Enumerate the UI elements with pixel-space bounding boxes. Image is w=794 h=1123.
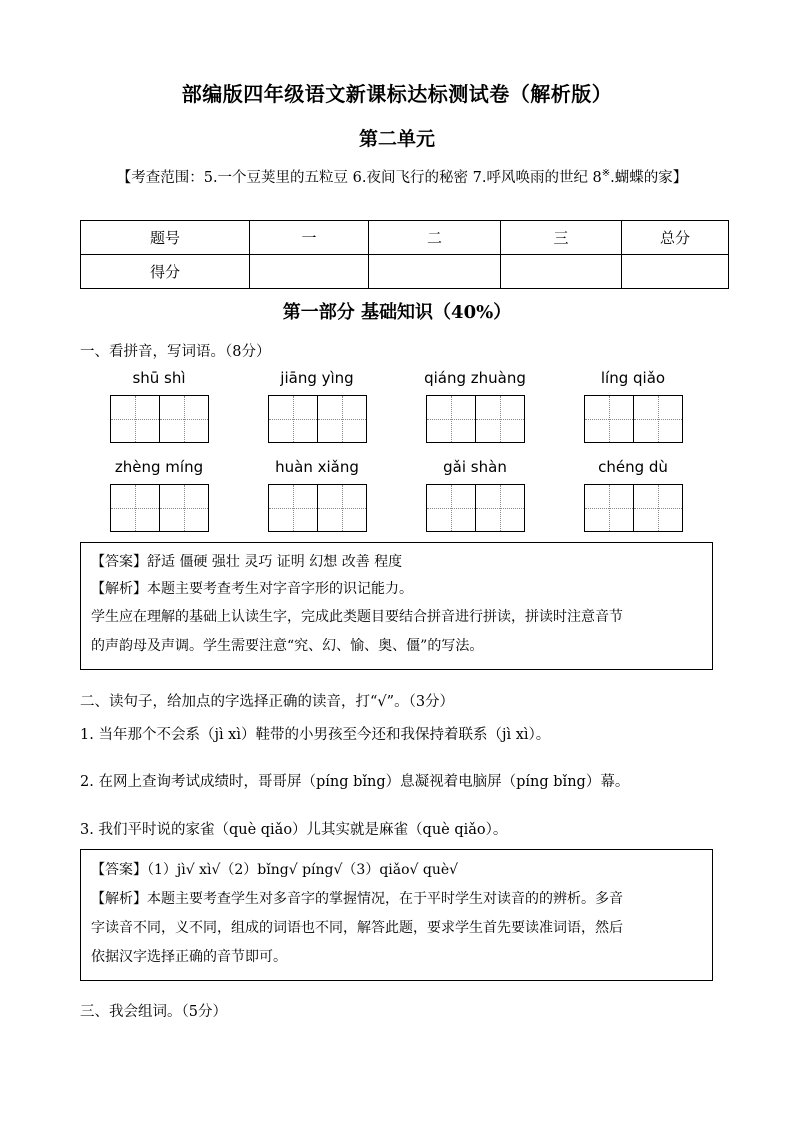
writing-cell[interactable] xyxy=(111,485,159,531)
pinyin-label: qiáng zhuàng xyxy=(424,369,526,387)
writing-cell[interactable] xyxy=(585,485,633,531)
exam-scope-suffix: .蝴蝶的家】 xyxy=(610,169,688,186)
writing-cell[interactable] xyxy=(159,485,208,531)
writing-cell[interactable] xyxy=(317,485,366,531)
question-2-item-2: 2. 在网上查询考试成绩时，哥哥屏（píng bǐng）息凝视着电脑屏（píng bǐng）幕。 xyxy=(80,774,630,790)
exam-scope-note xyxy=(92,160,712,192)
pinyin-grid-group xyxy=(238,368,396,443)
answer-line: 【答案】舒适 僵硬 强壮 灵巧 证明 幻想 改善 程度 xyxy=(91,554,403,570)
writing-cell[interactable] xyxy=(633,485,682,531)
pinyin-grid-group xyxy=(80,457,238,532)
writing-cell[interactable] xyxy=(427,396,475,442)
writing-cell[interactable] xyxy=(159,396,208,442)
pinyin-grid-group xyxy=(554,457,712,532)
part-heading: 第一部分 基础知识（40%） xyxy=(282,302,512,323)
pinyin-label: chéng dù xyxy=(598,458,668,476)
explanation-line: 【解析】本题主要考查考生对字音字形的识记能力。 xyxy=(91,581,413,597)
score-table-header-1: 一 xyxy=(250,221,369,255)
writing-cell[interactable] xyxy=(111,396,159,442)
answer-box-question-2 xyxy=(80,849,713,981)
pinyin-grid-group xyxy=(80,368,238,443)
writing-box[interactable] xyxy=(268,484,367,532)
pinyin-grid-row-1 xyxy=(80,368,713,443)
writing-box[interactable] xyxy=(110,484,209,532)
score-cell-1[interactable] xyxy=(250,255,369,289)
score-table xyxy=(80,220,729,289)
question-2-item-3: 3. 我们平时说的家雀（què qiǎo）儿其实就是麻雀（què qiǎo）。 xyxy=(80,822,508,838)
explanation-line: 的声韵母及声调。学生需要注意“究、幻、愉、奥、僵”的写法。 xyxy=(91,638,484,654)
exam-scope-prefix: 【考查范围：5.一个豆荚里的五粒豆 6.夜间飞行的秘密 7.呼风唤雨的世纪 8 xyxy=(116,169,602,186)
question-2-item-1: 1. 当年那个不会系（jì xì）鞋带的小男孩至今还和我保持着联系（jì xì）。 xyxy=(80,727,551,743)
writing-box[interactable] xyxy=(426,395,525,443)
writing-box[interactable] xyxy=(268,395,367,443)
table-row xyxy=(81,255,729,289)
writing-cell[interactable] xyxy=(269,485,317,531)
writing-box[interactable] xyxy=(426,484,525,532)
pinyin-label: zhèng míng xyxy=(114,458,204,476)
writing-cell[interactable] xyxy=(633,396,682,442)
question-1-heading: 一、看拼音，写词语。（8分） xyxy=(80,344,271,360)
writing-box[interactable] xyxy=(110,395,209,443)
pinyin-label: jiāng yìng xyxy=(280,369,354,387)
writing-cell[interactable] xyxy=(475,485,524,531)
writing-cell[interactable] xyxy=(427,485,475,531)
pinyin-grid-group xyxy=(396,457,554,532)
pinyin-label: shū shì xyxy=(132,369,186,387)
score-row-label: 得分 xyxy=(81,255,250,289)
pinyin-grid-group xyxy=(554,368,712,443)
writing-cell[interactable] xyxy=(317,396,366,442)
explanation-line: 依据汉字选择正确的音节即可。 xyxy=(91,949,287,965)
question-3-heading: 三、我会组词。（5分） xyxy=(80,1004,227,1020)
score-table-header-label: 题号 xyxy=(81,221,250,255)
pinyin-label: huàn xiǎng xyxy=(275,458,359,476)
writing-box[interactable] xyxy=(584,395,683,443)
score-table-header-2: 二 xyxy=(369,221,501,255)
writing-cell[interactable] xyxy=(475,396,524,442)
reference-mark-icon: ※ xyxy=(601,168,611,179)
unit-title: 第二单元 xyxy=(358,128,435,150)
pinyin-grid-row-2 xyxy=(80,457,713,532)
writing-box[interactable] xyxy=(584,484,683,532)
answer-line: 【答案】（1）jì√ xì√（2）bǐng√ píng√（3）qiǎo√ què√ xyxy=(91,862,459,878)
question-2-heading: 二、读句子，给加点的字选择正确的读音，打“√”。（3分） xyxy=(80,694,455,710)
answer-box-question-1 xyxy=(80,542,713,670)
score-table-header-3: 三 xyxy=(501,221,622,255)
explanation-line: 字读音不同，义不同，组成的词语也不同，解答此题，要求学生首先要读准词语，然后 xyxy=(91,920,623,936)
explanation-line: 学生应在理解的基础上认读生字，完成此类题目要结合拼音进行拼读，拼读时注意音节 xyxy=(91,609,623,625)
page-title: 部编版四年级语文新课标达标测试卷（解析版） xyxy=(181,82,613,106)
pinyin-label: líng qiǎo xyxy=(600,369,666,387)
score-cell-3[interactable] xyxy=(501,255,622,289)
score-cell-total[interactable] xyxy=(622,255,729,289)
pinyin-label: gǎi shàn xyxy=(443,458,507,476)
explanation-line: 【解析】本题主要考查学生对多音字的掌握情况，在于平时学生对读音的的辨析。多音 xyxy=(91,891,623,907)
table-row xyxy=(81,221,729,255)
pinyin-grid-group xyxy=(396,368,554,443)
writing-cell[interactable] xyxy=(585,396,633,442)
score-table-header-total: 总分 xyxy=(622,221,729,255)
pinyin-grid-group xyxy=(238,457,396,532)
writing-cell[interactable] xyxy=(269,396,317,442)
score-cell-2[interactable] xyxy=(369,255,501,289)
